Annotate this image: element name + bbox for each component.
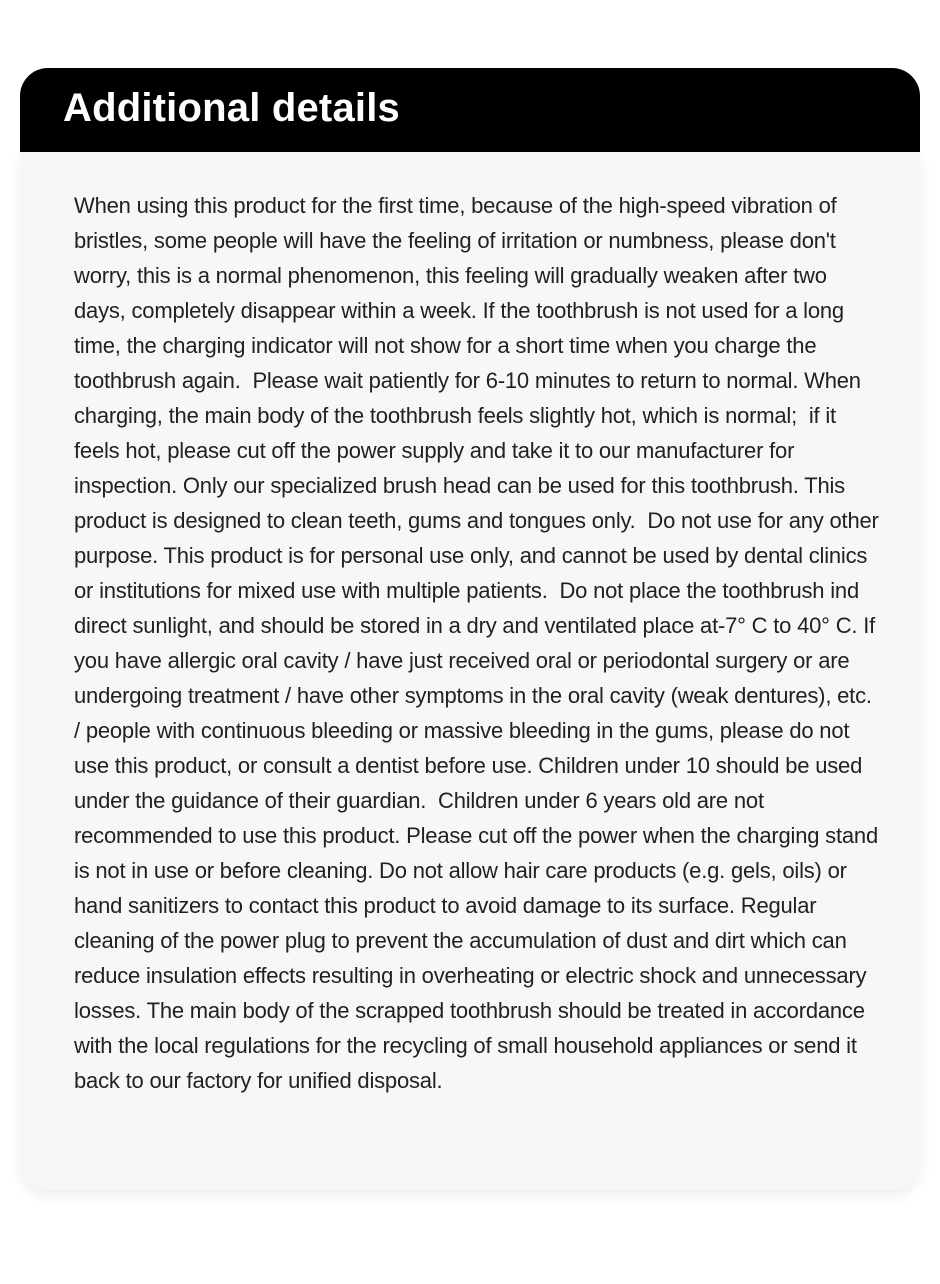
details-paragraph: When using this product for the first time, because of the high-speed vibration of bristles, some people will have the feeling of irritation or numbness, please don't worry, this is a normal phenomenon, this feeling will gradually weaken after two days, completely disappear within a week. If the toothbrush is not used for a long time, the charging indicator will not show for a short time when you charge the toothbrush again. Please wait patiently for 6-10 minutes to return to normal. When charging, the main body of the toothbrush feels slightly hot, which is normal; if it feels hot, please cut off the power supply and take it to our manufacturer for inspection. Only our specialized brush head can be used for this toothbrush. This product is designed to clean teeth, gums and tongues only. Do not use for any other purpose. This product is for personal use only, and cannot be used by dental clinics or institutions for mixed use with multiple patients. Do not place the toothbrush ind direct sunlight, and should be stored in a dry and ventilated place at-7° C to 40° C. If you have allergic oral cavity / have just received oral or periodontal surgery or are undergoing treatment / have other symptoms in the oral cavity (weak dentures), etc. / people with continuous bleeding or massive bleeding in the gums, please do not use this product, or consult a dentist before use. Children under 10 should be used under the guidance of their guardian. Children under 6 years old are not recommended to use this product. Please cut off the power when the charging stand is not in use or before cleaning. Do not allow hair care products (e.g. gels, oils) or hand sanitizers to contact this product to avoid damage to its surface. Regular cleaning of the power plug to prevent the accumulation of dust and dirt which can reduce insulation effects resulting in overheating or electric shock and unnecessary losses. The main body of the scrapped toothbrush should be treated in accordance with the local regulations for the recycling of small household appliances or send it back to our factory for unified disposal. <box>74 193 885 1093</box>
section-header <box>20 68 920 152</box>
additional-details-section <box>20 68 920 1190</box>
details-card <box>20 152 920 1190</box>
section-title: Additional details <box>63 85 400 130</box>
